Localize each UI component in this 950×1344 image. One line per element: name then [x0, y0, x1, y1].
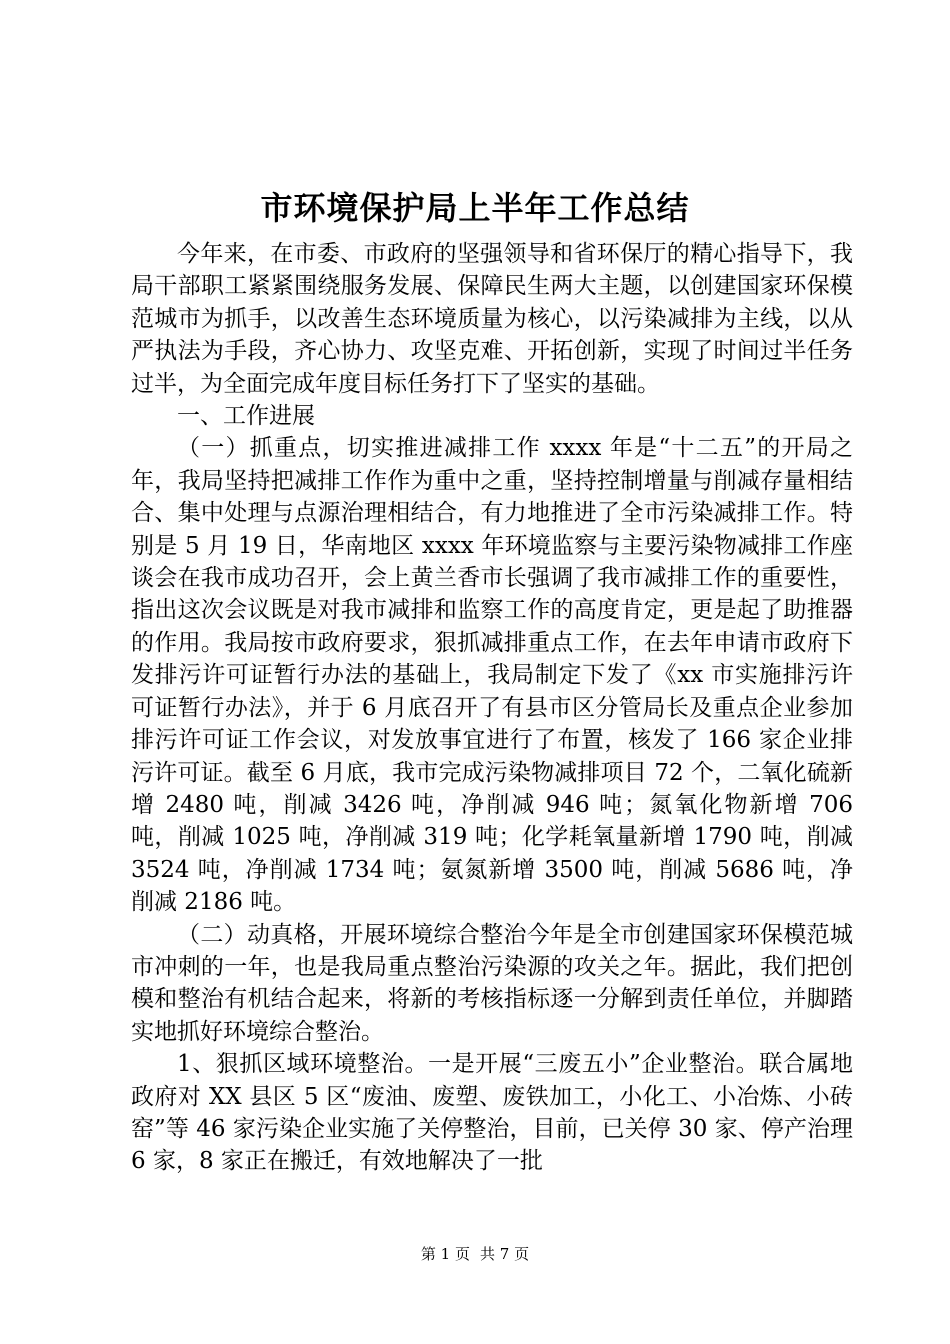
body-paragraph: （二）动真格，开展环境综合整治今年是全市创建国家环保模范城市冲刺的一年，也是我局重点整治污染源的攻关之年。据此，我们把创模和整治有机结合起来，将新的考核指标逐一分解到责任单位，并脚踏实地抓好环境综合整治。 — [131, 921, 853, 1045]
section-heading: 一、工作进展 — [177, 403, 315, 430]
body-paragraph: （一）抓重点，切实推进减排工作 xxxx 年是“十二五”的开局之年，我局坚持把减排工作作为重中之重，坚持控制增量与削减存量相结合、集中处理与点源治理相结合，有力地推进了全市污染减排工作。特别是 5 月 19 日，华南地区 xxxx 年环境监察与主要污染物减排工作座谈会在我市成功召开，会上黄兰香市长强调了我市减排工作的重要性，指出这次会议既是对我市减排和监察工作的高度肯定，更是起了助推器的作用。我局按市政府要求，狠抓减排重点工作，在去年申请市政府下发排污许可证暂行办法的基础上，我局制定下发了《xx 市实施排污许可证暂行办法》，并于 6 月底召开了有县市区分管局长及重点企业参加排污许可证工作会议，对发放事宜进行了布置，核发了 166 家企业排污许可证。截至 6 月底，我市完成污染物减排项目 72 个，二氧化硫新增 2480 吨，削减 3426 吨，净削减 946 吨；氮氧化物新增 706 吨，削减 1025 吨，净削减 319 吨；化学耗氧量新增 1790 吨，削减 3524 吨，净削减 1734 吨；氨氮新增 3500 吨，削减 5686 吨，净削减 2186 吨。 — [131, 435, 853, 916]
page-number: 第 1 页 — [420, 1245, 470, 1263]
page-footer — [0, 1244, 950, 1264]
document-body — [131, 238, 853, 1178]
document-title: 市环境保护局上半年工作总结 — [260, 189, 690, 227]
body-paragraph: 1、狠抓区域环境整治。一是开展“三废五小”企业整治。联合属地政府对 XX 县区 5 区“废油、废塑、废铁加工，小化工、小冶炼、小砖窑”等 46 家污染企业实施了关停整治，目前，已关停 30 家、停产治理 6 家，8 家正在搬迁，有效地解决了一批 — [131, 1051, 853, 1175]
intro-paragraph: 今年来，在市委、市政府的坚强领导和省环保厅的精心指导下，我局干部职工紧紧围绕服务发展、保障民生两大主题，以创建国家环保模范城市为抓手，以改善生态环境质量为核心，以污染减排为主线，以从严执法为手段，齐心协力、攻坚克难、开拓创新，实现了时间过半任务过半，为全面完成年度目标任务打下了坚实的基础。 — [131, 241, 853, 397]
page-total: 共 7 页 — [480, 1245, 530, 1263]
